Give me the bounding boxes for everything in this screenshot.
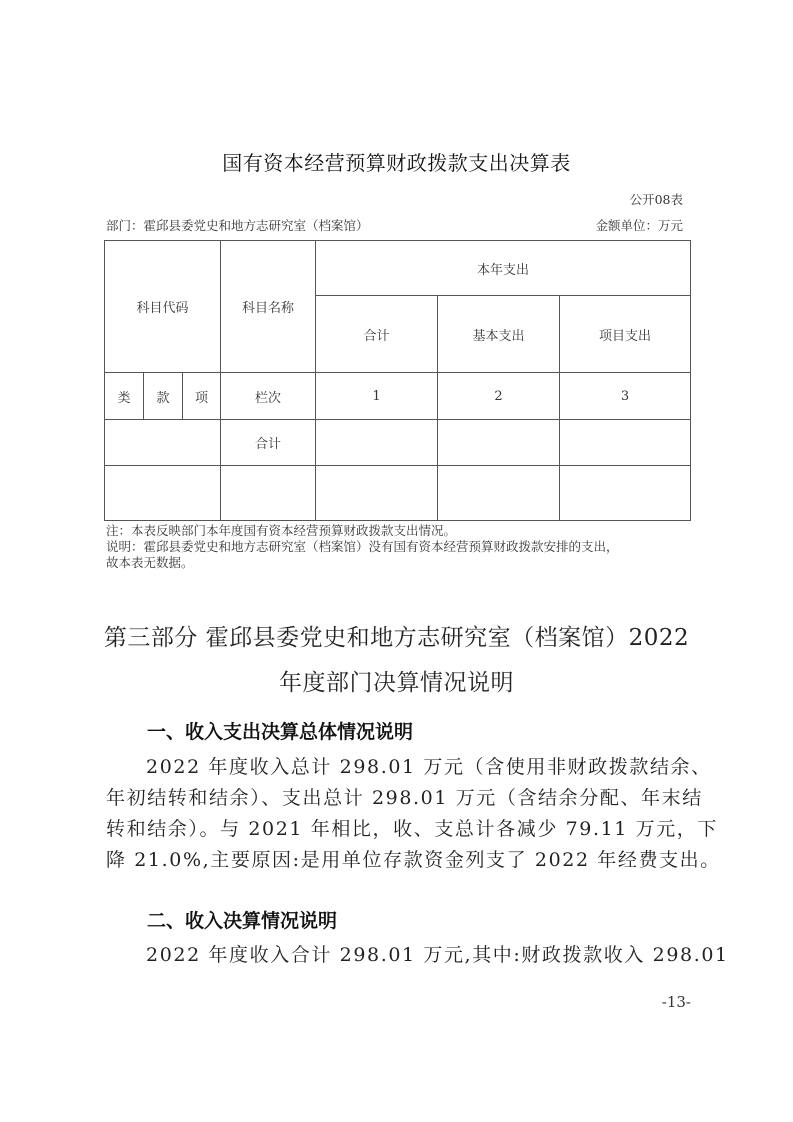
section1-line: 年初结转和结余）、支出总计 298.01 万元（含结余分配、年末结 (106, 787, 703, 809)
header-subject-name: 科目名称 (221, 241, 316, 373)
total-row-total (316, 420, 438, 466)
section2-paragraph (146, 940, 732, 971)
code-kuan: 款 (144, 373, 183, 420)
code-xiang: 项 (183, 373, 221, 420)
section2-line: 2022 年度收入合计 298.01 万元,其中:财政拨款收入 298.01 (146, 944, 729, 966)
unit-label: 金额单位：万元 (595, 218, 683, 233)
table-row (105, 466, 691, 521)
row-basic (438, 466, 560, 521)
column-label: 栏次 (221, 373, 316, 420)
part3-title-line2: 年度部门决算情况说明 (279, 670, 514, 696)
row-project (560, 466, 691, 521)
column-number-1: 1 (316, 373, 438, 420)
part3-title-line1: 第三部分 霍邱县委党史和地方志研究室（档案馆）2022 (103, 625, 690, 651)
total-row (105, 420, 691, 466)
header-subject-code: 科目代码 (105, 241, 221, 373)
section1-line: 降 21.0%,主要原因:是用单位存款资金列支了 2022 年经费支出。 (106, 849, 721, 871)
table-title: 国有资本经营预算财政拨款支出决算表 (222, 151, 571, 175)
code-lei: 类 (105, 373, 144, 420)
section1-line: 转和结余）。与 2021 年相比，收、支总计各减少 79.11 万元，下 (106, 818, 719, 840)
section1-line: 2022 年度收入总计 298.01 万元（含使用非财政拨款结余、 (146, 756, 712, 778)
row-name (221, 466, 316, 521)
total-row-project (560, 420, 691, 466)
total-row-code (105, 420, 221, 466)
section1-paragraph (106, 752, 721, 876)
page-number: -13- (661, 993, 691, 1011)
header-total: 合计 (316, 296, 438, 373)
row-total (316, 466, 438, 521)
header-basic-expense: 基本支出 (438, 296, 560, 373)
table-code: 公开08表 (629, 192, 683, 207)
department-label: 部门：霍邱县委党史和地方志研究室（档案馆） (106, 218, 369, 233)
header-current-year-expense: 本年支出 (316, 241, 691, 296)
table-note: 注：本表反映部门本年度国有资本经营预算财政拨款支出情况。 (106, 523, 457, 538)
section2-heading: 二、收入决算情况说明 (147, 910, 338, 932)
header-project-expense: 项目支出 (560, 296, 691, 373)
total-row-name: 合计 (221, 420, 316, 466)
total-row-basic (438, 420, 560, 466)
table-explanation-line2: 故本表无数据。 (106, 555, 194, 570)
column-number-2: 2 (438, 373, 560, 420)
expense-table (104, 240, 691, 521)
table-explanation-line1: 说明：霍邱县委党史和地方志研究室（档案馆）没有国有资本经营预算财政拨款安排的支出， (106, 539, 619, 554)
code-row (105, 373, 691, 420)
section1-heading: 一、收入支出决算总体情况说明 (147, 721, 414, 743)
column-number-3: 3 (560, 373, 691, 420)
row-code (105, 466, 221, 521)
